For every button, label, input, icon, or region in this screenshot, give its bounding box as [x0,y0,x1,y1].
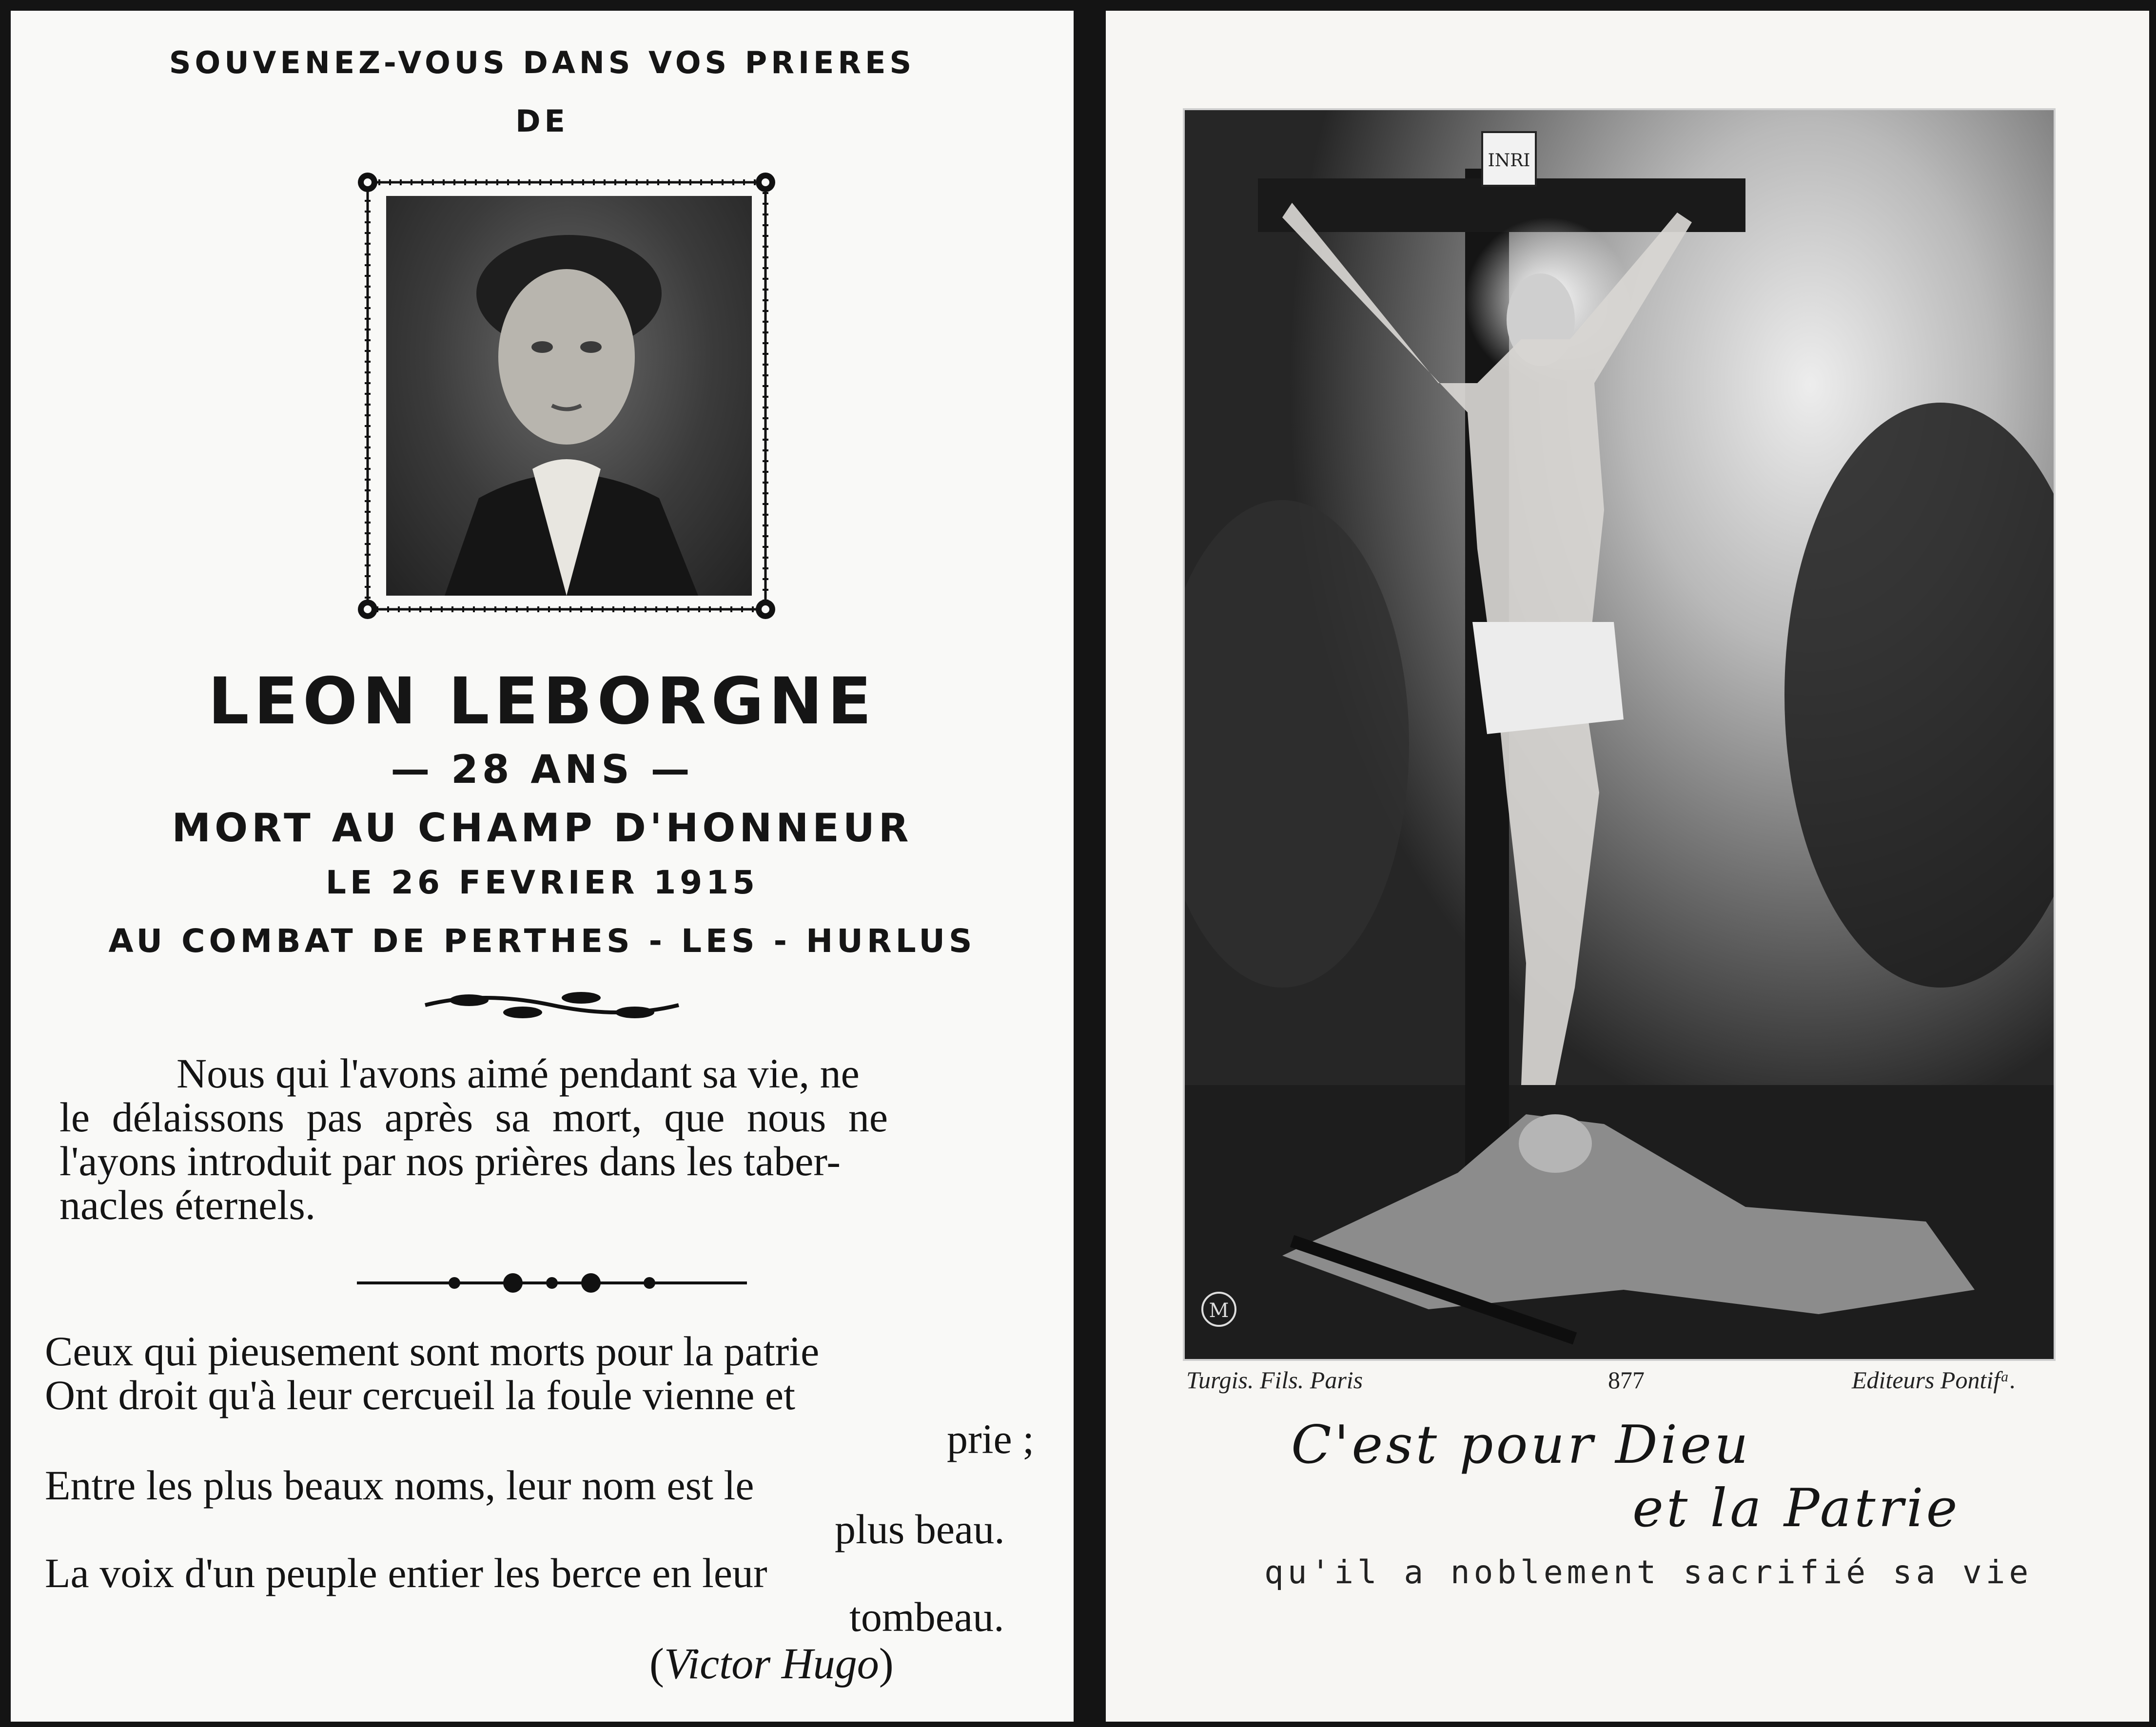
prayer-line-4: nacles éternels. [59,1182,316,1228]
card-header: SOUVENEZ-VOUS DANS VOS PRIERES [169,45,916,80]
poem-line-4: Entre les plus beaux noms, leur nom est le [45,1462,754,1509]
death-date: LE 26 FEVRIER 1915 [325,864,759,901]
script-line-2: et la Patrie [1632,1478,1960,1539]
prayer-line-1: Nous qui l'avons aimé pendant sa vie, ne [176,1050,860,1097]
poem-attribution [649,1639,894,1689]
poem-line-6: La voix d'un peuple entier les berce en leur [45,1550,767,1596]
portrait-frame [357,172,776,620]
publisher-left: Turgis. Fils. Paris [1186,1366,1363,1394]
death-statement: MORT AU CHAMP D'HONNEUR [172,805,913,851]
engraving-art [1185,110,2054,1359]
divider-ornament [357,1268,747,1298]
attribution-close-paren: ) [879,1640,894,1688]
leaf-ornament [415,986,688,1025]
attribution-author: Victor Hugo [664,1640,879,1688]
card-subtitle: qu'il a noblement sacrifié sa vie [1264,1553,2033,1591]
portrait-photo [386,196,752,596]
death-place: AU COMBAT DE PERTHES - LES - HURLUS [108,922,976,960]
crucifixion-engraving [1183,108,2056,1361]
poem-line-2: Ont droit qu'à leur cercueil la foule vienne et [45,1372,795,1418]
deceased-age: — 28 ANS — [391,747,694,792]
script-line-1: C'est pour Dieu [1291,1415,1751,1475]
poem-line-7: tombeau. [849,1593,1004,1640]
memorial-card-back [1106,11,2149,1722]
prayer-line-3: l'ayons introduit par nos prières dans les taber- [59,1138,841,1184]
poem-line-1: Ceux qui pieusement sont morts pour la patrie [45,1328,820,1375]
cross-titulus: INRI [1488,151,1530,171]
poem-line-5: plus beau. [835,1506,1005,1552]
engraver-monogram: M [1209,1300,1229,1322]
card-header-de: DE [515,103,569,139]
deceased-name: LEON LEBORGNE [208,664,877,739]
memorial-card-front [11,11,1074,1722]
publisher-right: Editeurs Pontifᵃ. [1852,1366,2016,1394]
poem-line-3: prie ; [947,1416,1035,1462]
attribution-open-paren: ( [649,1640,664,1688]
plate-number: 877 [1608,1366,1645,1394]
prayer-line-2: le délaissons pas après sa mort, que nous ne [59,1094,888,1141]
